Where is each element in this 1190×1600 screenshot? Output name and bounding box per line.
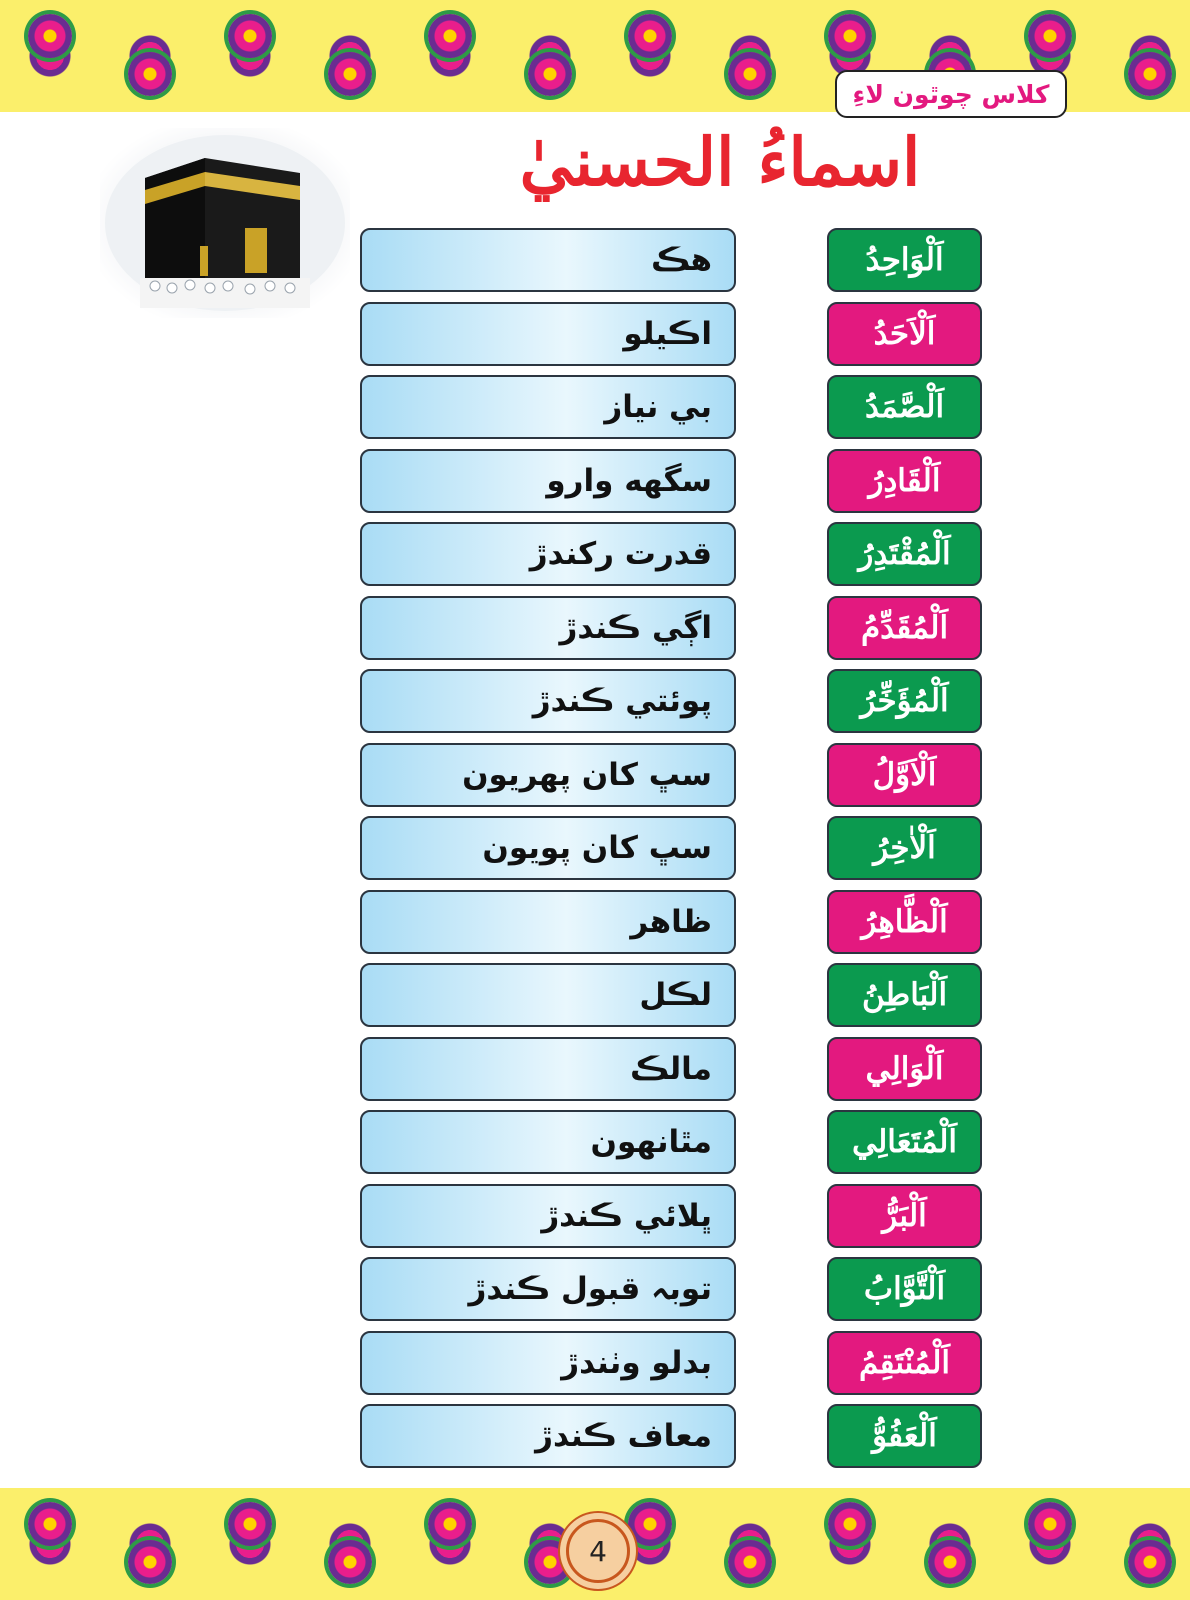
arabic-name: اَلْبَرُّ [827, 1184, 982, 1248]
name-row [360, 669, 982, 735]
name-meaning: سڀ کان پهريون [360, 743, 736, 807]
name-meaning: پوئتي ڪندڙ [360, 669, 736, 733]
name-row [360, 963, 982, 1029]
border-flower-ornament [628, 1502, 672, 1546]
border-flower-ornament [428, 14, 472, 58]
arabic-name: اَلْمُؤَخِّرُ [827, 669, 982, 733]
page-title: اسماءُ الحسنيٰ [519, 123, 921, 201]
arabic-name: اَلْقَادِرُ [827, 449, 982, 513]
name-meaning: توبہ قبول ڪندڙ [360, 1257, 736, 1321]
border-flower-ornament [28, 14, 72, 58]
name-meaning: قدرت رکندڙ [360, 522, 736, 586]
name-meaning: معاف ڪندڙ [360, 1404, 736, 1468]
border-flower-ornament [828, 14, 872, 58]
page-number: 4 [566, 1519, 630, 1583]
name-meaning: لڪل [360, 963, 736, 1027]
name-meaning: هڪ [360, 228, 736, 292]
name-row [360, 1037, 982, 1103]
name-meaning: ظاهر [360, 890, 736, 954]
border-flower-ornament [1128, 1540, 1172, 1584]
name-row [360, 449, 982, 515]
name-meaning: اڳي ڪندڙ [360, 596, 736, 660]
name-meaning: بدلو وٺندڙ [360, 1331, 736, 1395]
border-flower-ornament [1028, 14, 1072, 58]
name-row [360, 375, 982, 441]
border-flower-ornament [1028, 1502, 1072, 1546]
border-flower-ornament [328, 1540, 372, 1584]
arabic-name: اَلْاٰخِرُ [827, 816, 982, 880]
name-row [360, 1404, 982, 1470]
border-flower-ornament [428, 1502, 472, 1546]
border-flower-ornament [728, 1540, 772, 1584]
arabic-name: اَلْظَّاهِرُ [827, 890, 982, 954]
kaaba-image [100, 128, 350, 318]
border-flower-ornament [528, 52, 572, 96]
arabic-name: اَلْمُقَدِّمُ [827, 596, 982, 660]
border-flower-ornament [28, 1502, 72, 1546]
arabic-name: اَلْاَوَّلُ [827, 743, 982, 807]
arabic-name: اَلْوَالِي [827, 1037, 982, 1101]
class-label: كلاس چوٿون لاءِ [835, 70, 1067, 118]
border-flower-ornament [1128, 52, 1172, 96]
name-meaning: سگهه وارو [360, 449, 736, 513]
name-row [360, 743, 982, 809]
name-row [360, 302, 982, 368]
name-row [360, 1184, 982, 1250]
arabic-name: اَلْبَاطِنُ [827, 963, 982, 1027]
name-meaning: اڪيلو [360, 302, 736, 366]
border-flower-ornament [328, 52, 372, 96]
border-flower-ornament [128, 1540, 172, 1584]
name-meaning: مالڪ [360, 1037, 736, 1101]
name-row [360, 596, 982, 662]
border-flower-ornament [228, 14, 272, 58]
arabic-name: اَلْمُتَعَالِي [827, 1110, 982, 1174]
name-row [360, 1257, 982, 1323]
name-row [360, 522, 982, 588]
border-flower-ornament [128, 52, 172, 96]
border-flower-ornament [228, 1502, 272, 1546]
arabic-name: اَلْوَاحِدُ [827, 228, 982, 292]
name-row [360, 816, 982, 882]
name-meaning: مٿانهون [360, 1110, 736, 1174]
name-row [360, 228, 982, 294]
arabic-name: اَلْمُنْتَقِمُ [827, 1331, 982, 1395]
border-flower-ornament [928, 1540, 972, 1584]
arabic-name: اَلْمُقْتَدِرُ [827, 522, 982, 586]
name-row [360, 1331, 982, 1397]
arabic-name: اَلْاَحَدُ [827, 302, 982, 366]
name-meaning: ڀلائي ڪندڙ [360, 1184, 736, 1248]
arabic-name: اَلْصَّمَدُ [827, 375, 982, 439]
name-meaning: سڀ کان پويون [360, 816, 736, 880]
name-meaning: بي نياز [360, 375, 736, 439]
border-flower-ornament [728, 52, 772, 96]
border-flower-ornament [828, 1502, 872, 1546]
arabic-name: اَلْتَّوَّابُ [827, 1257, 982, 1321]
arabic-name: اَلْعَفُوُّ [827, 1404, 982, 1468]
border-flower-ornament [628, 14, 672, 58]
name-row [360, 1110, 982, 1176]
name-row [360, 890, 982, 956]
